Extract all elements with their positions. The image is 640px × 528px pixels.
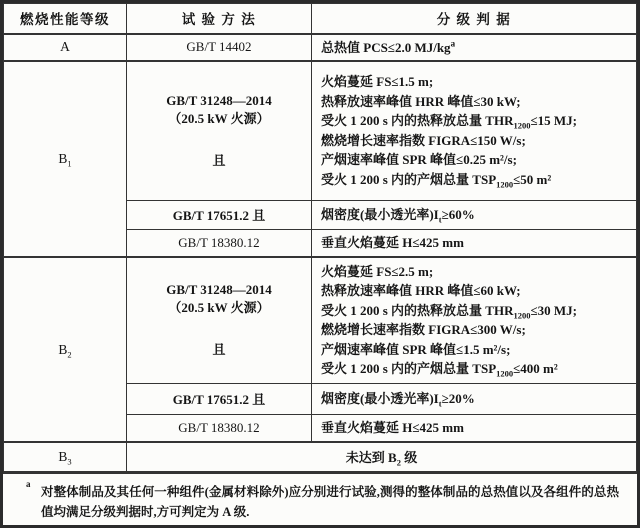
method-b1-vertical-cell: GB/T 18380.12 [127, 229, 312, 257]
criterion-b2-smoke-cell: 烟密度(最小透光率)$I_t\ge 20\%$ [312, 383, 637, 414]
grade-b3-cell: $B_3$ [4, 442, 127, 471]
method-b2-smoke-cell: GB/T 17651.2 且 [127, 383, 312, 414]
header-method: 试 验 方 法 [127, 4, 312, 34]
footnote: a 对整体制品及其任何一种组件(金属材料除外)应分别进行试验,测得的整体制品的总热值以及各组件的总热值均满足分级判据时,方可判定为 A 级. [3, 472, 637, 526]
criterion-line: 火焰蔓延 FS≤1.5 m; [321, 74, 434, 90]
criterion-line: 受火 1 200 s 内的热释放总量 $THR_{1200}\le 15$ MJ; [321, 113, 577, 131]
grade-a-cell: A [4, 34, 127, 62]
grade-b1-cell: $B_1$ [4, 61, 127, 257]
criterion-a-text: 总热值 PCS≤2.0 $MJ/kg^a$ [321, 38, 456, 55]
criterion-line: 热释放速率峰值 HRR 峰值≤30 kW; [321, 93, 521, 109]
criterion-line: 受火 1 200 s 内的产烟总量 $TSP_{1200}\le 400$ m² [321, 361, 558, 379]
method-b2-vertical-cell: GB/T 18380.12 [127, 414, 312, 442]
method-b1-source: （20.5 kW 火源） [168, 110, 270, 126]
criteria-b2-cell [312, 257, 637, 383]
method-b2-source: （20.5 kW 火源） [168, 300, 270, 316]
criterion-line: 火焰蔓延 FS≤2.5 m; [321, 263, 434, 279]
grade-b2-cell: $B_2$ [4, 257, 127, 442]
criterion-b1-smoke-cell: 烟密度(最小透光率)$I_t\ge 60\%$ [312, 200, 637, 229]
method-b2-standard: GB/T 31248—2014 [166, 282, 272, 298]
row-grade-a [4, 34, 637, 62]
criteria-b1-cell [312, 61, 637, 200]
row-grade-b3 [4, 442, 637, 471]
footnote-ref-a: a [450, 38, 456, 49]
criterion-a-cell [312, 34, 637, 62]
method-a-cell: GB/T 14402 [127, 34, 312, 62]
criterion-b1-vertical-cell: 垂直火焰蔓延 H≤425 mm [312, 229, 637, 257]
header-criteria: 分 级 判 据 [312, 4, 637, 34]
method-b1-smoke-cell: GB/T 17651.2 且 [127, 200, 312, 229]
method-b1-and: 且 [212, 152, 226, 168]
criterion-line: 热释放速率峰值 HRR 峰值≤60 kW; [321, 283, 521, 299]
criterion-b3-cell: 未达到 $B_2$ 级 [127, 442, 637, 471]
method-b1-main-cell [127, 61, 312, 200]
criterion-line: 产烟速率峰值 SPR 峰值≤0.25 m²/s; [321, 152, 517, 168]
header-row [4, 4, 637, 34]
row-grade-b2-main [4, 257, 637, 383]
criterion-b2-vertical-cell: 垂直火焰蔓延 H≤425 mm [312, 414, 637, 442]
row-grade-b1-main [4, 61, 637, 200]
classification-table [3, 3, 637, 472]
method-b2-main-cell [127, 257, 312, 383]
criterion-line: 受火 1 200 s 内的热释放总量 $THR_{1200}\le 30$ MJ; [321, 302, 577, 321]
criterion-line: 燃烧增长速率指数 FIGRA≤300 W/s; [321, 322, 526, 338]
method-b2-and: 且 [212, 342, 226, 358]
footnote-text: 对整体制品及其任何一种组件(金属材料除外)应分别进行试验,测得的整体制品的总热值以及各组件的总热值均满足分级判据时,方可判定为 A 级. [41, 484, 619, 519]
criterion-line: 产烟速率峰值 SPR 峰值≤1.5 m²/s; [321, 341, 511, 357]
method-b1-standard: GB/T 31248—2014 [166, 92, 272, 108]
header-grade: 燃烧性能等级 [4, 4, 127, 34]
criterion-line: 受火 1 200 s 内的产烟总量 $TSP_{1200}\le 50$ m² [321, 171, 552, 190]
criterion-line: 燃烧增长速率指数 FIGRA≤150 W/s; [321, 132, 526, 148]
